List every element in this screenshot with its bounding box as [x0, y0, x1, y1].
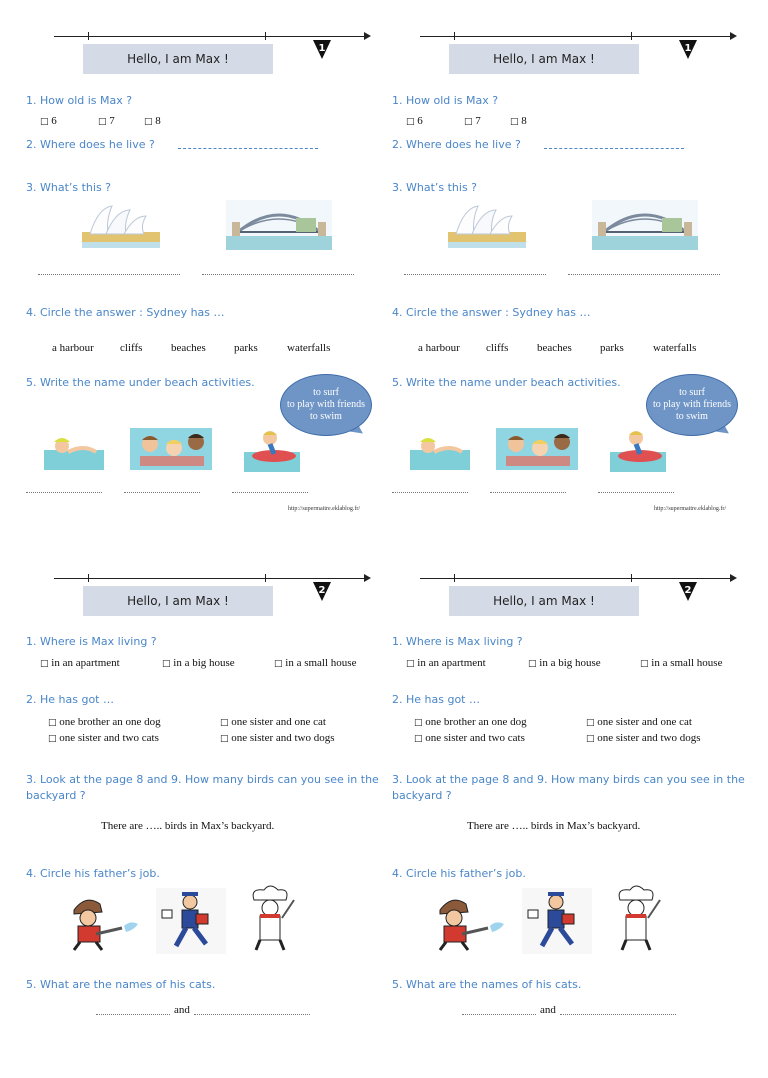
surfing-image [610, 426, 666, 472]
answer-line[interactable] [26, 492, 102, 493]
word-to-surf: to surf [679, 387, 705, 398]
option-apartment[interactable]: □ in an apartment [40, 657, 120, 669]
option-sister-two-cats[interactable]: □ one sister and two cats [414, 732, 525, 744]
option-small-house[interactable]: □ in a small house [274, 657, 357, 669]
answer-line[interactable] [178, 148, 318, 149]
header-tick [88, 32, 89, 40]
question-5: 5. Write the name under beach activities. [26, 376, 255, 389]
option-beaches[interactable]: beaches [537, 342, 572, 354]
option-big-house[interactable]: □ in a big house [528, 657, 601, 669]
option-cliffs[interactable]: cliffs [486, 342, 509, 354]
option-6[interactable]: □ 6 [40, 115, 57, 127]
answer-line[interactable] [38, 274, 180, 275]
question-5: 5. What are the names of his cats. [26, 978, 216, 991]
word-to-surf: to surf [313, 387, 339, 398]
header-tick [454, 574, 455, 582]
header-arrow [730, 32, 737, 40]
harbour-bridge-image [226, 200, 332, 250]
worksheet-1-right [392, 36, 752, 536]
answer-line[interactable] [202, 274, 354, 275]
option-sister-two-cats[interactable]: □ one sister and two cats [48, 732, 159, 744]
postman-image [522, 888, 592, 954]
swimming-image [44, 428, 104, 470]
header-rule [54, 36, 368, 37]
birds-answer-sentence: There are ….. birds in Max’s backyard. [101, 820, 275, 832]
svg-text:1: 1 [318, 43, 326, 54]
option-6[interactable]: □ 6 [406, 115, 423, 127]
option-brother-dog[interactable]: □ one brother an one dog [48, 716, 161, 728]
opera-house-image [448, 202, 526, 248]
and-label: and [540, 1004, 556, 1016]
cat-name-line[interactable] [560, 1014, 676, 1015]
answer-line[interactable] [568, 274, 720, 275]
question-5: 5. What are the names of his cats. [392, 978, 582, 991]
header-arrow [364, 32, 371, 40]
question-3: 3. Look at the page 8 and 9. How many birds can you see in the backyard ? [392, 773, 745, 802]
header-arrow [364, 574, 371, 582]
question-1: 1. Where is Max living ? [26, 635, 157, 648]
option-7[interactable]: □ 7 [464, 115, 481, 127]
harbour-bridge-image [592, 200, 698, 250]
firefighter-image [66, 890, 144, 952]
option-apartment[interactable]: □ in an apartment [406, 657, 486, 669]
postman-image [156, 888, 226, 954]
option-small-house[interactable]: □ in a small house [640, 657, 723, 669]
option-brother-dog[interactable]: □ one brother an one dog [414, 716, 527, 728]
svg-text:1: 1 [684, 43, 692, 54]
option-big-house[interactable]: □ in a big house [162, 657, 235, 669]
question-2: 2. Where does he live ? [26, 138, 155, 151]
question-3: 3. Look at the page 8 and 9. How many birds can you see in the backyard ? [26, 773, 379, 802]
cat-name-line[interactable] [194, 1014, 310, 1015]
option-sister-cat[interactable]: □ one sister and one cat [220, 716, 326, 728]
swimming-image [410, 428, 470, 470]
worksheet-1-left [26, 36, 386, 536]
word-to-swim: to swim [676, 411, 708, 422]
question-2: 2. He has got … [392, 693, 480, 706]
question-1: 1. How old is Max ? [392, 94, 499, 107]
option-sister-cat[interactable]: □ one sister and one cat [586, 716, 692, 728]
question-4: 4. Circle his father’s job. [392, 867, 526, 880]
svg-text:2: 2 [684, 585, 692, 596]
worksheet-2-left [26, 578, 386, 1078]
sheet-title: Hello, I am Max ! [449, 44, 639, 74]
header-tick [265, 574, 266, 582]
header-tick [631, 32, 632, 40]
option-harbour[interactable]: a harbour [418, 342, 460, 354]
option-8[interactable]: □ 8 [510, 115, 527, 127]
question-2: 2. Where does he live ? [392, 138, 521, 151]
source-url: http://supermaitre.eklablog.fr/ [654, 506, 726, 512]
header-rule [420, 36, 734, 37]
playing-with-friends-image [130, 428, 212, 470]
answer-line[interactable] [598, 492, 674, 493]
question-1: 1. How old is Max ? [26, 94, 133, 107]
option-8[interactable]: □ 8 [144, 115, 161, 127]
sheet-number-flag-icon [312, 38, 332, 60]
option-harbour[interactable]: a harbour [52, 342, 94, 354]
answer-line[interactable] [232, 492, 308, 493]
option-sister-two-dogs[interactable]: □ one sister and two dogs [586, 732, 701, 744]
question-4: 4. Circle the answer : Sydney has … [392, 306, 591, 319]
option-beaches[interactable]: beaches [171, 342, 206, 354]
option-sister-two-dogs[interactable]: □ one sister and two dogs [220, 732, 335, 744]
sheet-title: Hello, I am Max ! [83, 44, 273, 74]
header-tick [265, 32, 266, 40]
question-3: 3. What’s this ? [392, 181, 478, 194]
and-label: and [174, 1004, 190, 1016]
header-tick [454, 32, 455, 40]
header-rule [420, 578, 734, 579]
answer-line[interactable] [124, 492, 200, 493]
firefighter-image [432, 890, 510, 952]
opera-house-image [82, 202, 160, 248]
word-to-play: to play with friends [652, 399, 732, 410]
option-parks[interactable]: parks [600, 342, 624, 354]
header-rule [54, 578, 368, 579]
option-waterfalls[interactable]: waterfalls [653, 342, 697, 354]
word-to-play: to play with friends [286, 399, 366, 410]
header-tick [88, 574, 89, 582]
source-url: http://supermaitre.eklablog.fr/ [288, 506, 360, 512]
question-5: 5. Write the name under beach activities. [392, 376, 621, 389]
answer-line[interactable] [392, 492, 468, 493]
header-tick [631, 574, 632, 582]
cat-name-line[interactable] [96, 1014, 170, 1015]
chef-image [238, 884, 302, 952]
sheet-number-flag-icon [678, 580, 698, 602]
option-cliffs[interactable]: cliffs [120, 342, 143, 354]
question-2: 2. He has got … [26, 693, 114, 706]
option-waterfalls[interactable]: waterfalls [287, 342, 331, 354]
chef-image [604, 884, 668, 952]
answer-line[interactable] [544, 148, 684, 149]
answer-line[interactable] [404, 274, 546, 275]
question-4: 4. Circle the answer : Sydney has … [26, 306, 225, 319]
question-4: 4. Circle his father’s job. [26, 867, 160, 880]
cat-name-line[interactable] [462, 1014, 536, 1015]
question-1: 1. Where is Max living ? [392, 635, 523, 648]
answer-line[interactable] [490, 492, 566, 493]
question-3: 3. What’s this ? [26, 181, 112, 194]
sheet-number-flag-icon [312, 580, 332, 602]
sheet-title: Hello, I am Max ! [449, 586, 639, 616]
word-to-swim: to swim [310, 411, 342, 422]
surfing-image [244, 426, 300, 472]
option-7[interactable]: □ 7 [98, 115, 115, 127]
worksheet-2-right [392, 578, 752, 1078]
header-arrow [730, 574, 737, 582]
sheet-number-flag-icon [678, 38, 698, 60]
option-parks[interactable]: parks [234, 342, 258, 354]
birds-answer-sentence: There are ….. birds in Max’s backyard. [467, 820, 641, 832]
playing-with-friends-image [496, 428, 578, 470]
svg-text:2: 2 [318, 585, 326, 596]
sheet-title: Hello, I am Max ! [83, 586, 273, 616]
